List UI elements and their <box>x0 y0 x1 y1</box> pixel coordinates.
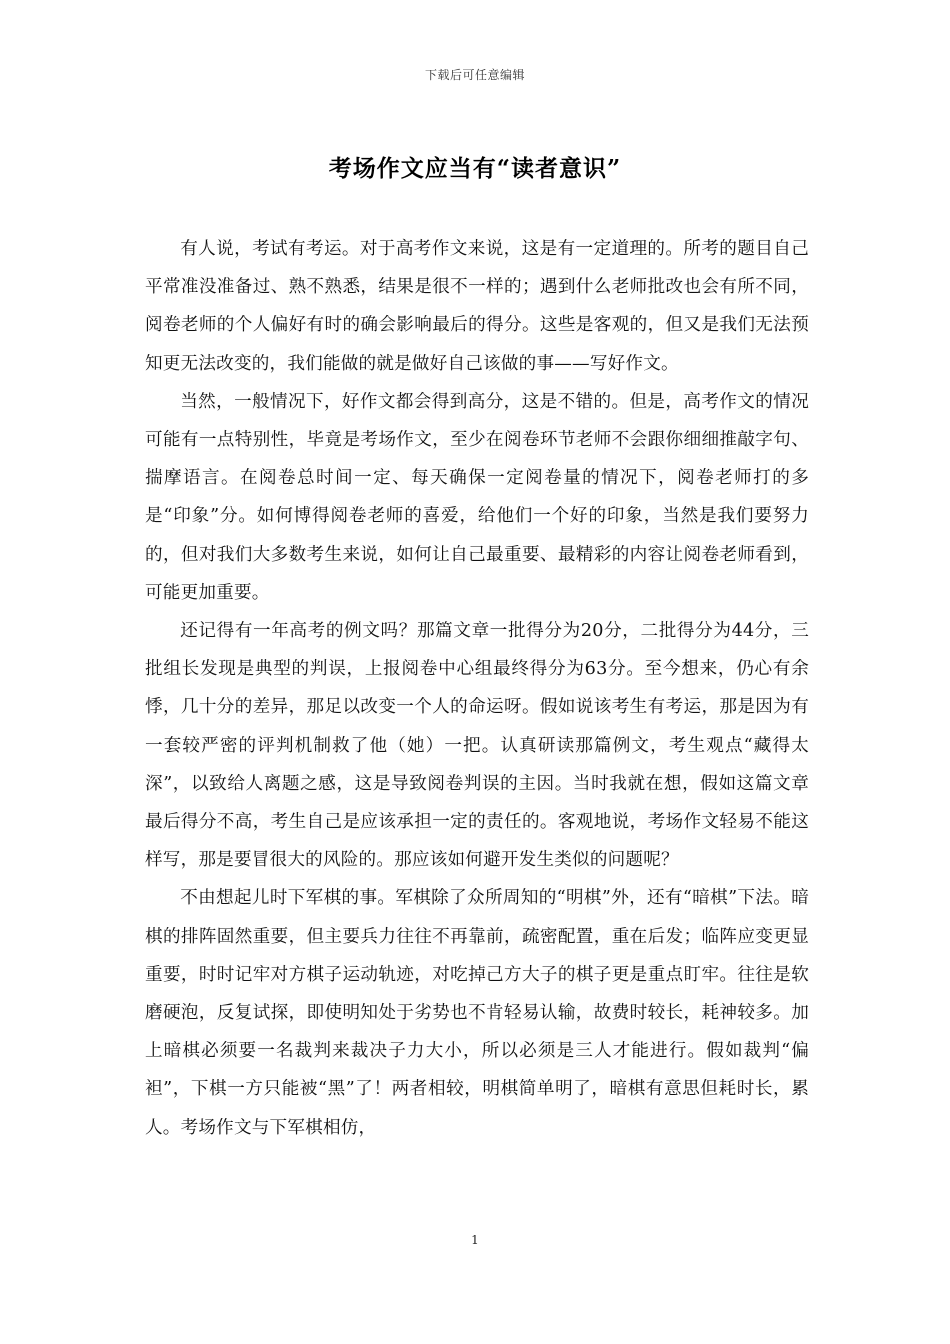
paragraph-1: 有人说，考试有考运。对于高考作文来说，这是有一定道理的。所考的题目自己平常准没准备过、熟不熟悉，结果是很不一样的；遇到什么老师批改也会有所不同，阅卷老师的个人偏好有时的确会影响最后的得分。这些是客观的，但又是我们无法预知更无法改变的，我们能做的就是做好自己该做的事——写好作文。 <box>145 239 809 374</box>
document-title: 考场作文应当有“读者意识” <box>328 155 622 182</box>
document-body <box>145 230 809 1147</box>
page-number: 1 <box>471 1233 479 1247</box>
paragraph-3: 还记得有一年高考的例文吗？那篇文章一批得分为20分，二批得分为44分，三批组长发现是典型的判误，上报阅卷中心组最终得分为63分。至今想来，仍心有余悸，几十分的差异，那足以改变一个人的命运呀。假如说该考生有考运，那是因为有一套较严密的评判机制救了他（她）一把。认真研读那篇例文，考生观点“藏得太深”，以致给人离题之感，这是导致阅卷判误的主因。当时我就在想，假如这篇文章最后得分不高，考生自己是应该承担一定的责任的。客观地说，考场作文轻易不能这样写，那是要冒很大的风险的。那应该如何避开发生类似的问题呢？ <box>145 621 809 871</box>
paragraph-2: 当然，一般情况下，好作文都会得到高分，这是不错的。但是，高考作文的情况可能有一点特别性，毕竟是考场作文，至少在阅卷环节老师不会跟你细细推敲字句、揣摩语言。在阅卷总时间一定、每天确保一定阅卷量的情况下，阅卷老师打的多是“印象”分。如何博得阅卷老师的喜爱，给他们一个好的印象，当然是我们要努力的，但对我们大多数考生来说，如何让自己最重要、最精彩的内容让阅卷老师看到，可能更加重要。 <box>145 391 809 603</box>
paragraph-4: 不由想起儿时下军棋的事。军棋除了众所周知的“明棋”外，还有“暗棋”下法。暗棋的排阵固然重要，但主要兵力往往不再靠前，疏密配置，重在后发；临阵应变更显重要，时时记牢对方棋子运动轨迹，对吃掉己方大子的棋子更是重点盯牢。往往是软磨硬泡，反复试探，即使明知处于劣势也不肯轻易认输，故费时较长，耗神较多。加上暗棋必须要一名裁判来裁决子力大小，所以必须是三人才能进行。假如裁判“偏袒”，下棋一方只能被“黑”了！两者相较，明棋简单明了，暗棋有意思但耗时长，累人。考场作文与下军棋相仿， <box>145 888 809 1138</box>
header-note: 下载后可任意编辑 <box>424 68 525 82</box>
